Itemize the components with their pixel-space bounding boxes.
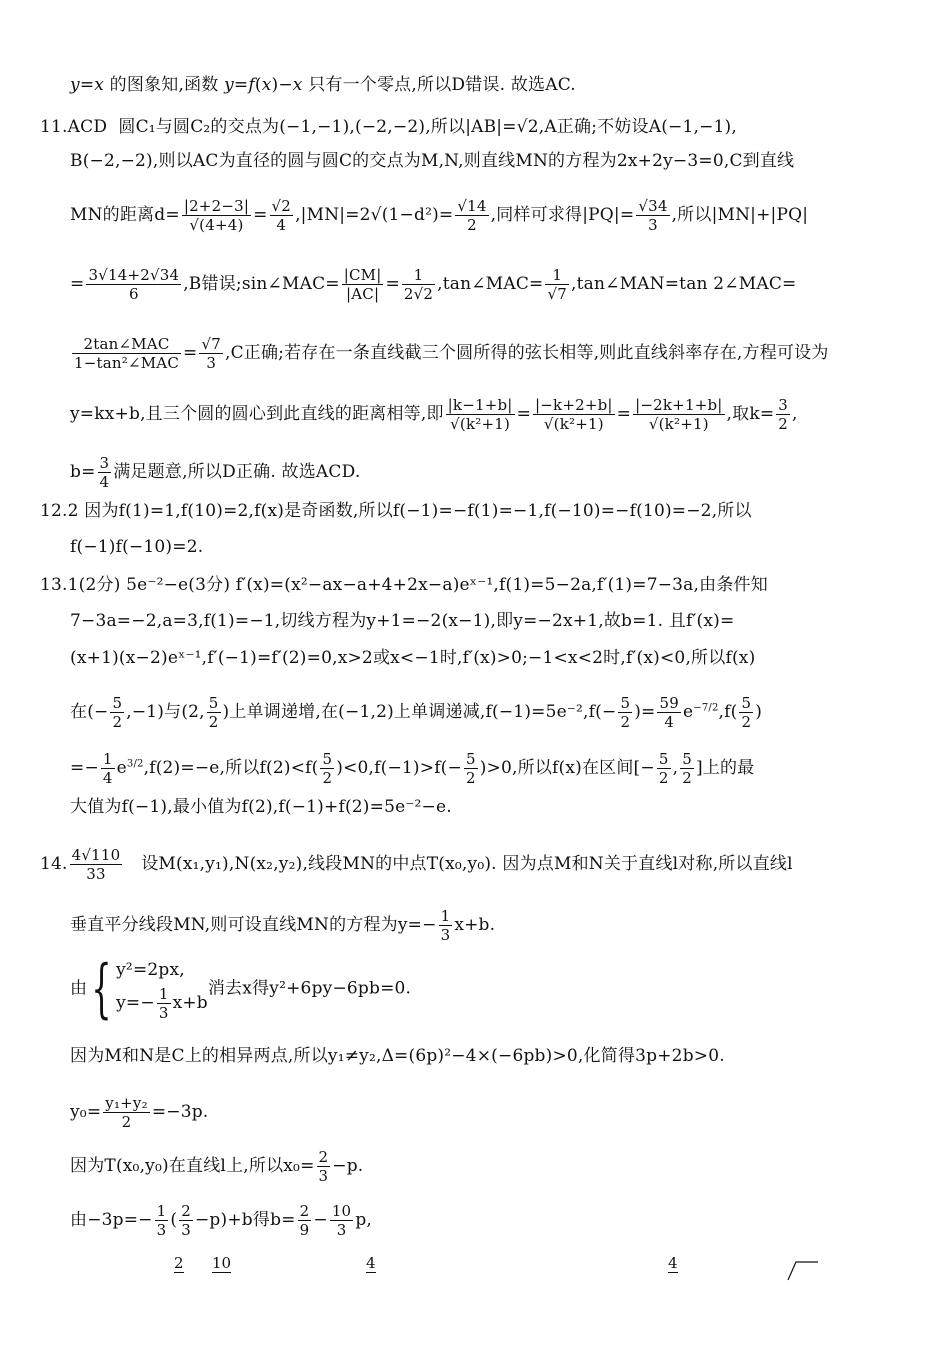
q14-line2: 垂直平分线段MN,则可设直线MN的方程为y=− $\frac{1}{3}$ x+b.	[70, 907, 496, 944]
q12-line1: 12.2 因为f(1)=1,f(10)=2,f(x)是奇函数,所以f(−1)=−f(1)=−1,f(−10)=−f(10)=−2,所以	[40, 501, 752, 521]
cutoff-radical-icon	[786, 1258, 820, 1282]
q13-line5: =− $\frac{1}{4}$ $e^{3/2},f(2)=-e$,所以f(2)<f( $\frac{5}{2}$ )<0,f(−1)>f(− $\frac{5}{2}$ )>0,所以f(x)在区间[− $\frac{5}{2}$ , $\frac{5}{2}$ ]上的最	[70, 750, 755, 787]
q13-line1: 13.1(2分) 5e⁻²−e(3分) f′(x)=(x²−ax−a+4+2x−a)eˣ⁻¹,f(1)=5−2a,f′(1)=7−3a,由条件知	[40, 575, 768, 595]
q13-line4: 在(− $\frac{5}{2}$ ,−1)与(2, $\frac{5}{2}$ )上单调递增,在(−1,2)上单调递减,f(−1)=5e⁻²,f(− $\frac{5}{2}$ )= $\frac{59}{4}$ $e^{-7/2},f$( $\frac{5}{2}$ )	[70, 694, 763, 731]
q11-line3: MN的距离d= $\frac{|2+2-3|}{√(4+4)}$ = $\frac{√2}{4}$ ,|MN|=2√(1−d²)= $\frac{√14}{2}$ ,同样可求得|PQ|= $\frac{√34}{3}$ ,所以|MN|+|PQ|	[70, 197, 809, 234]
q11-line6: y=kx+b,且三个圆的圆心到此直线的距离相等,即 $\frac{|k-1+b|}{\text{√(k²+1)}}$ = $\frac{|-k+2+b|}{\text{√(k²+1)}}$ = $\frac{|-2k+1+b|}{\text{√(k²+1)}}$ ,取k= $\frac{3}{2}$ ,	[70, 396, 798, 433]
q14-line4: 因为M和N是C上的相异两点,所以y₁≠y₂,Δ=(6p)²−4×(−6pb)>0,化简得3p+2b>0.	[70, 1046, 725, 1066]
q11-line5: $\frac{\text{2tan∠MAC}}{\text{1−tan²∠MAC}}$ = $\frac{√7}{3}$ ,C正确;若存在一条直线截三个圆所得的弦长相等,则此直线斜率存在,方程可设为	[74, 335, 829, 372]
q13-line2: 7−3a=−2,a=3,f(1)=−1,切线方程为y+1=−2(x−1),即y=−2x+1,故b=1. 且f′(x)=	[70, 611, 735, 631]
q10-tail: y=x 的图象知,函数 y=f(x)−x 只有一个零点,所以D错误. 故选AC.	[70, 75, 576, 95]
q13-line3: (x+1)(x−2)eˣ⁻¹,f′(−1)=f′(2)=0,x>2或x<−1时,f′(x)>0;−1<x<2时,f′(x)<0,所以f(x)	[70, 648, 756, 668]
cutoff-fraction: 2	[174, 1254, 184, 1272]
q11-line1: 11.ACD 圆C₁与圆C₂的交点为(−1,−1),(−2,−2),所以|AB|=√2,A正确;不妨设A(−1,−1),	[40, 117, 737, 137]
q14-line5: y₀= $\frac{\text{y₁+y₂}}{2}$ =−3p.	[70, 1094, 209, 1131]
q14-line6: 因为T(x₀,y₀)在直线l上,所以x₀= $\frac{2}{3}$ −p.	[70, 1148, 364, 1185]
q14-line1: 14. $\frac{4√110}{33}$ 设M(x₁,y₁),N(x₂,y₂),线段MN的中点T(x₀,y₀). 因为点M和N关于直线l对称,所以直线l	[40, 846, 793, 883]
fraction: $\frac{|2+2-3|}{√(4+4)}$	[183, 197, 250, 234]
q12-line2: f(−1)f(−10)=2.	[70, 537, 204, 557]
cutoff-fraction: 4	[366, 1254, 376, 1272]
q13-line6: 大值为f(−1),最小值为f(2),f(−1)+f(2)=5e⁻²−e.	[70, 797, 452, 817]
q11-line4: = $\frac{3√14+2√34}{6}$ ,B错误;sin∠MAC= $\frac{|CM|}{|AC|}$ = $\frac{1}{2√2}$ ,tan∠MAC= $\frac{1}{√7}$ ,tan∠MAN=tan 2∠MAC=	[70, 266, 797, 303]
q11-line2: B(−2,−2),则以AC为直径的圆与圆C的交点为M,N,则直线MN的方程为2x+2y−3=0,C到直线	[70, 151, 795, 171]
brace-icon: {	[91, 951, 112, 1026]
cutoff-fraction: 10	[212, 1254, 232, 1272]
q11-line7: b= $\frac{3}{4}$ 满足题意,所以D正确. 故选ACD.	[70, 454, 361, 491]
cutoff-fraction: 4	[668, 1254, 678, 1272]
q14-line7: 由−3p=− $\frac{1}{3}$ ( $\frac{2}{3}$ −p)+b得b= $\frac{2}{9}$ − $\frac{10}{3}$ p,	[70, 1202, 372, 1239]
q14-system: 由{ y²=2px, y=− $\frac{1}{3}$ x+b 消去x得y²+6py−6pb=0.	[70, 951, 412, 1026]
